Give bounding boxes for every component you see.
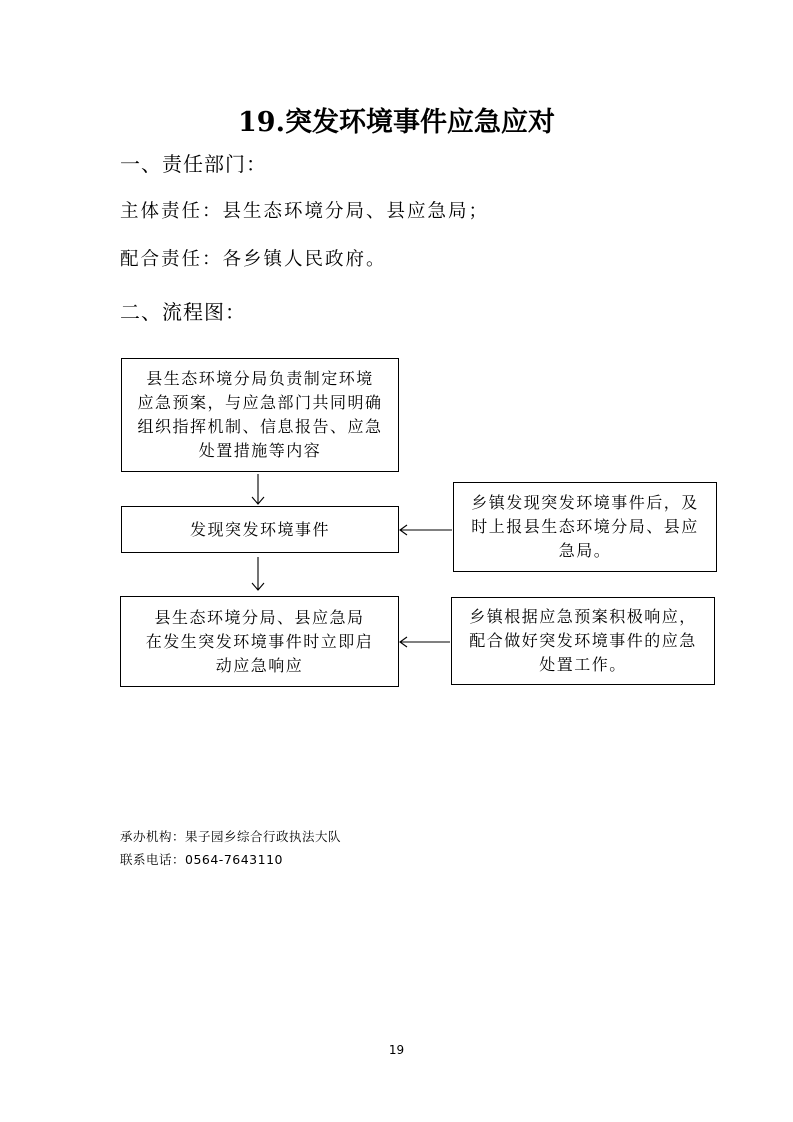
flow-box-plan-line: 应急预案，与应急部门共同明确 <box>137 393 383 412</box>
side-box-report-line: 急局。 <box>558 541 612 560</box>
side-box-report-line: 时上报县生态环境分局、县应 <box>471 517 699 536</box>
side-box-report-line: 乡镇发现突发环境事件后，及 <box>471 493 699 512</box>
side-box-cooperate-line: 乡镇根据应急预案积极响应， <box>469 607 697 626</box>
side-box-cooperate-line: 配合做好突发环境事件的应急 <box>469 631 697 650</box>
flow-box-plan-line: 处置措施等内容 <box>198 441 322 460</box>
side-box-cooperate-line: 处置工作。 <box>539 655 627 674</box>
flow-box-plan-line: 县生态环境分局负责制定环境 <box>146 369 374 388</box>
organizer-text: 承办机构：果子园乡综合行政执法大队 <box>120 829 342 844</box>
section-heading-flowchart: 二、流程图： <box>120 300 246 324</box>
flow-box-respond-line: 在发生突发环境事件时立即启 <box>145 631 374 651</box>
cooperating-responsibility-text: 配合责任：各乡镇人民政府。 <box>120 249 387 270</box>
phone-text: 联系电话：0564-7643110 <box>120 852 283 867</box>
flow-box-discover-label: 发现突发环境事件 <box>189 519 330 539</box>
flow-box-plan-line: 组织指挥机制、信息报告、应急 <box>137 417 383 436</box>
flow-box-respond-line: 县生态环境分局、县应急局 <box>154 607 365 627</box>
flow-box-respond-line: 动应急响应 <box>215 655 304 675</box>
page-number: 19 <box>388 1043 405 1057</box>
section-heading-departments: 一、责任部门： <box>120 152 267 176</box>
main-responsibility-text: 主体责任：县生态环境分局、县应急局； <box>120 201 490 222</box>
page-title: 19.突发环境事件应急应对 <box>238 107 555 138</box>
